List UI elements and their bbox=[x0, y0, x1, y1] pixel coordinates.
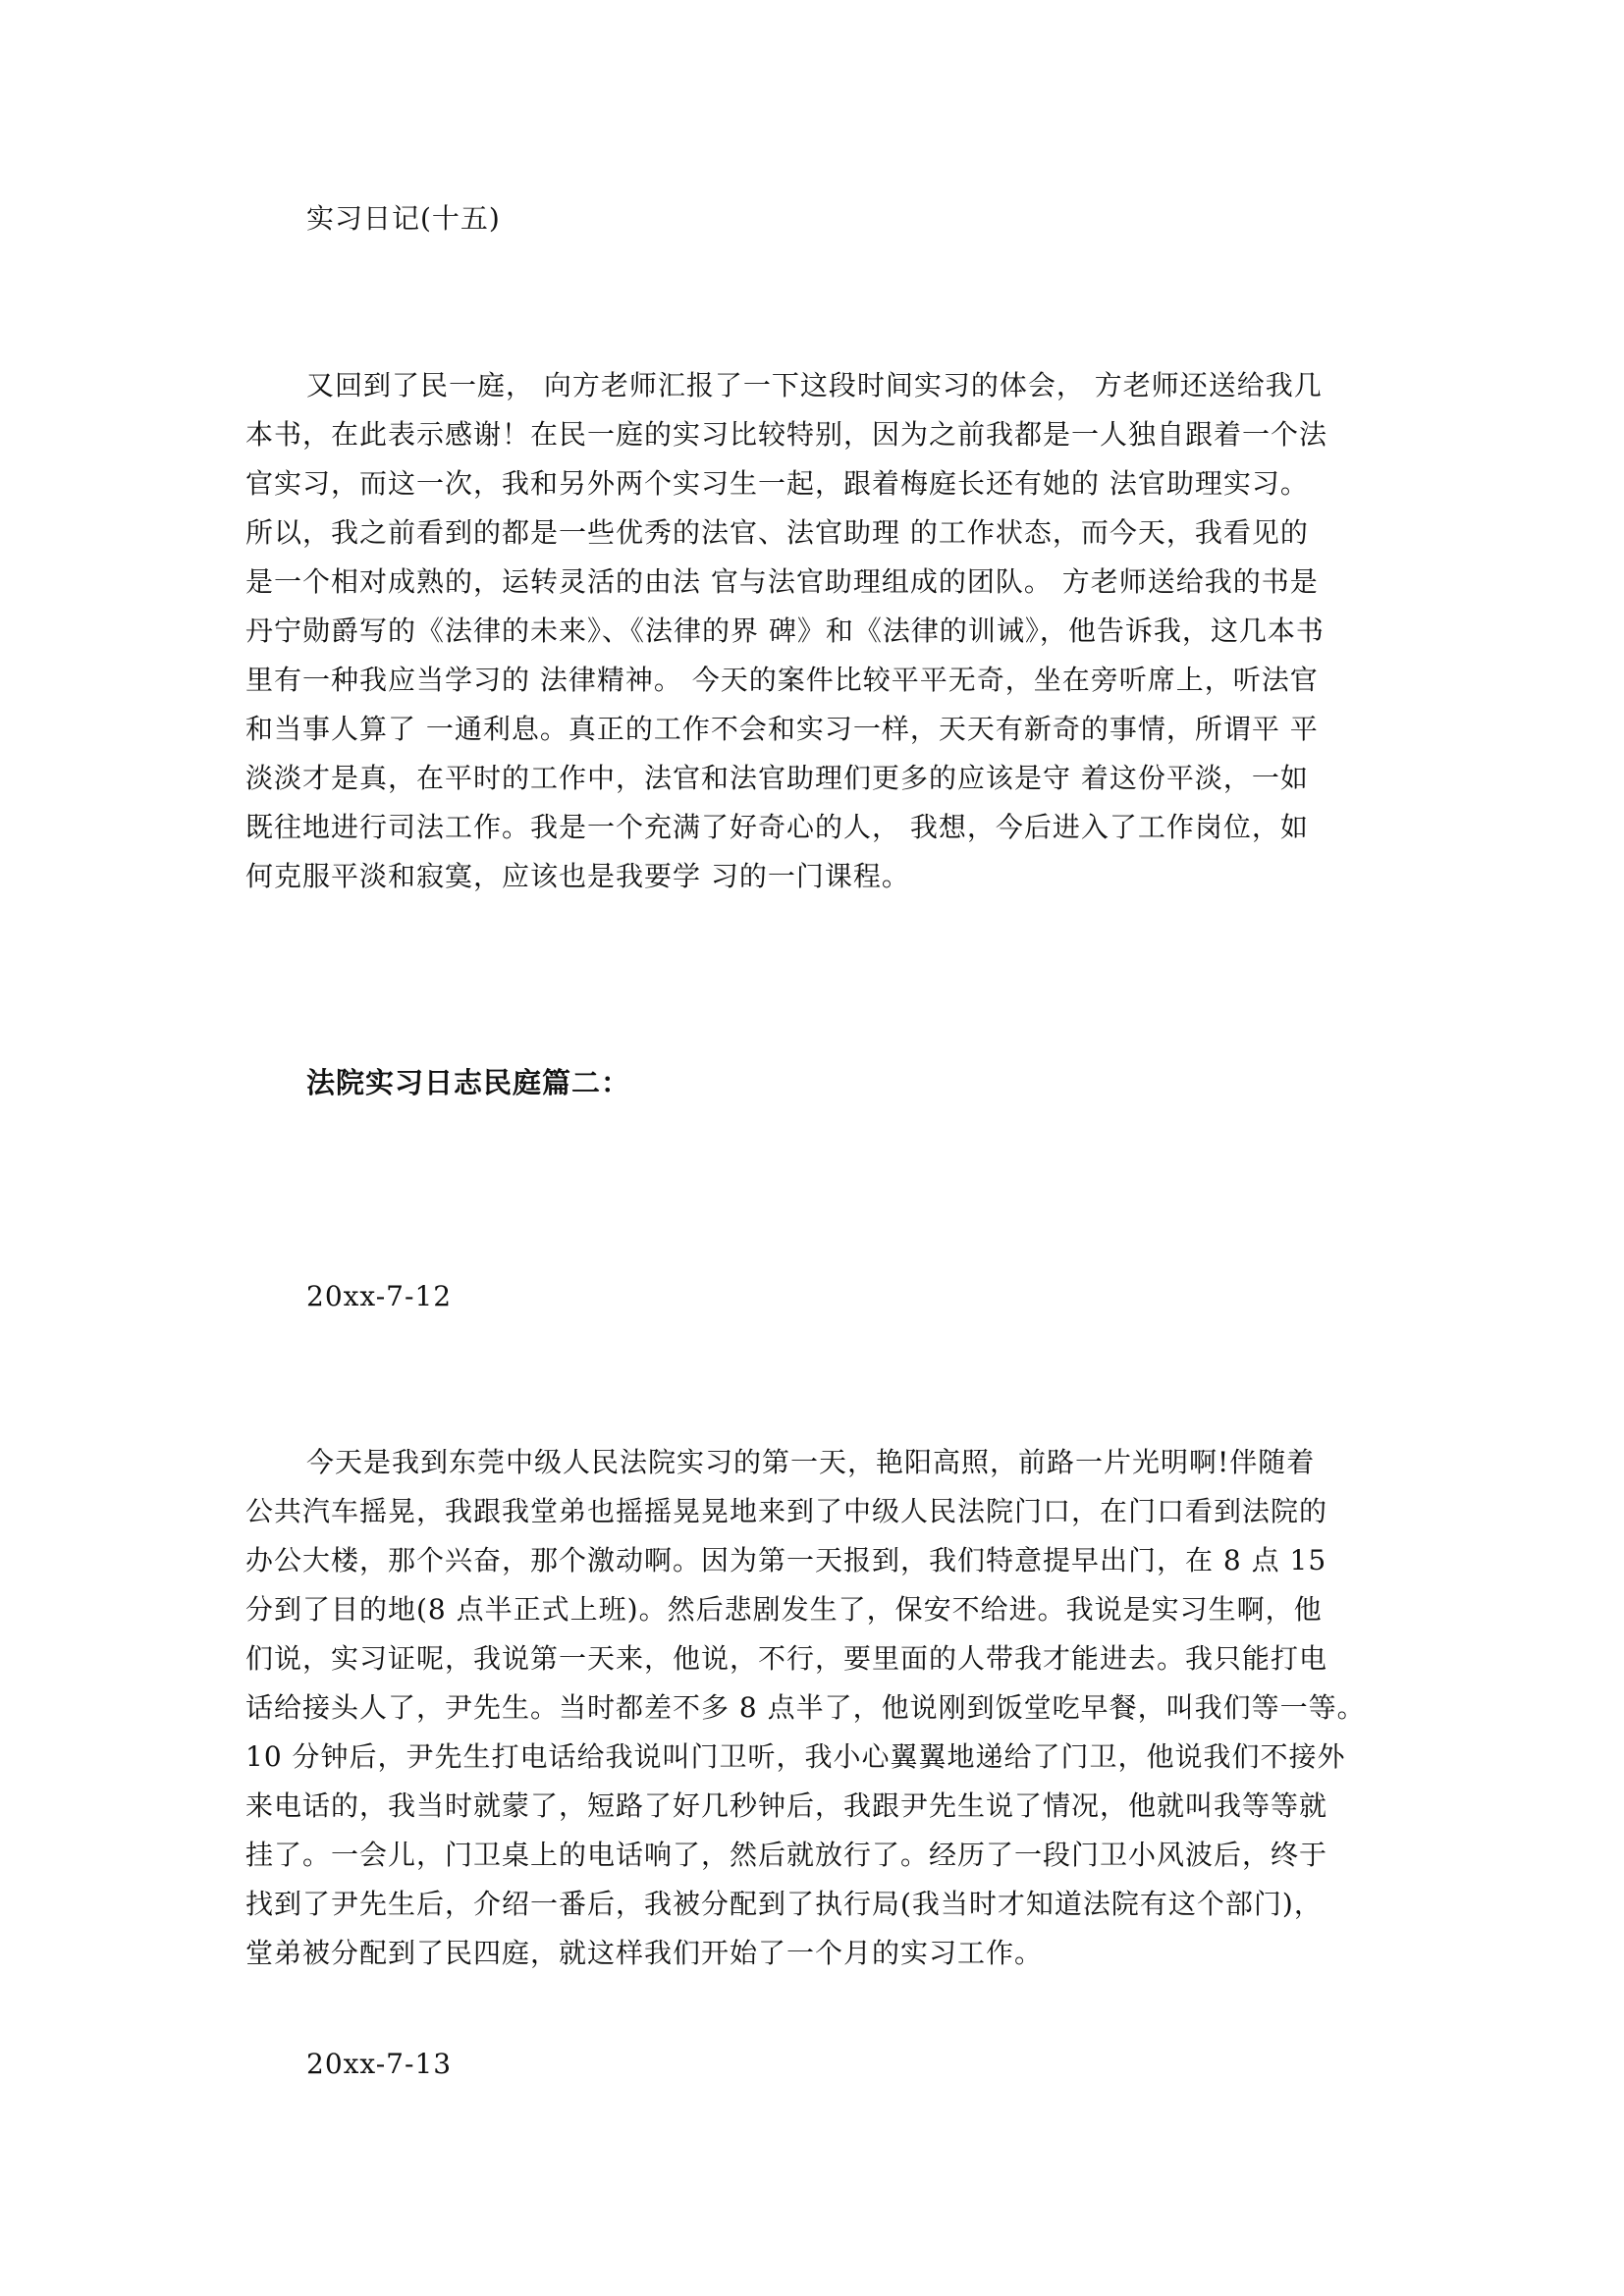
entry-date: 20xx-7-12 bbox=[306, 1280, 453, 1312]
paragraph-line: 来电话的，我当时就蒙了，短路了好几秒钟后，我跟尹先生说了情况，他就叫我等等就 bbox=[245, 1789, 1328, 1822]
paragraph-line: 10 分钟后，尹先生打电话给我说叫门卫听，我小心翼翼地递给了门卫，他说我们不接外 bbox=[245, 1740, 1346, 1773]
paragraph-line: 何克服平淡和寂寞，应该也是我要学 习的一门课程。 bbox=[245, 860, 910, 892]
paragraph-line: 公共汽车摇晃，我跟我堂弟也摇摇晃晃地来到了中级人民法院门口，在门口看到法院的 bbox=[245, 1495, 1328, 1527]
section-heading: 法院实习日志民庭篇二： bbox=[306, 1066, 631, 1099]
entry-title: 实习日记(十五) bbox=[306, 202, 501, 235]
paragraph-line: 本书，在此表示感谢！在民一庭的实习比较特别，因为之前我都是一人独自跟着一个法 bbox=[245, 418, 1328, 451]
paragraph-line: 官实习，而这一次，我和另外两个实习生一起，跟着梅庭长还有她的 法官助理实习。 bbox=[245, 467, 1309, 500]
paragraph-line: 找到了尹先生后，介绍一番后，我被分配到了执行局(我当时才知道法院有这个部门)， bbox=[245, 1888, 1323, 1920]
paragraph-line: 淡淡才是真，在平时的工作中，法官和法官助理们更多的应该是守 着这份平淡，一如 bbox=[245, 762, 1309, 794]
paragraph-line: 既往地进行司法工作。我是一个充满了好奇心的人， 我想，今后进入了工作岗位，如 bbox=[245, 811, 1309, 843]
paragraph-line: 挂了。一会儿，门卫桌上的电话响了，然后就放行了。经历了一段门卫小风波后，终于 bbox=[245, 1839, 1328, 1871]
paragraph-line: 是一个相对成熟的，运转灵活的由法 官与法官助理组成的团队。 方老师送给我的书是 bbox=[245, 565, 1319, 598]
paragraph-line: 丹宁勋爵写的《法律的未来》、《法律的界 碑》和《法律的训诫》，他告诉我，这几本书 bbox=[245, 614, 1325, 647]
paragraph-line: 堂弟被分配到了民四庭，就这样我们开始了一个月的实习工作。 bbox=[245, 1937, 1044, 1969]
paragraph-line: 所以，我之前看到的都是一些优秀的法官、法官助理 的工作状态，而今天，我看见的 bbox=[245, 516, 1309, 549]
paragraph-line: 办公大楼，那个兴奋，那个激动啊。因为第一天报到，我们特意提早出门，在 8 点 15 bbox=[245, 1544, 1327, 1576]
paragraph-line: 里有一种我应当学习的 法律精神。 今天的案件比较平平无奇，坐在旁听席上，听法官 bbox=[245, 664, 1319, 696]
paragraph-2 bbox=[245, 1438, 1404, 1978]
paragraph-line: 们说，实习证呢，我说第一天来，他说，不行，要里面的人带我才能进去。我只能打电 bbox=[245, 1642, 1328, 1675]
entry-date: 20xx-7-13 bbox=[306, 2048, 453, 2080]
paragraph-line: 又回到了民一庭， 向方老师汇报了一下这段时间实习的体会， 方老师还送给我几 bbox=[306, 369, 1323, 401]
paragraph-line: 和当事人算了 一通利息。真正的工作不会和实习一样，天天有新奇的事情，所谓平 平 bbox=[245, 713, 1319, 745]
paragraph-line: 话给接头人了，尹先生。当时都差不多 8 点半了，他说刚到饭堂吃早餐，叫我们等一等。 bbox=[245, 1691, 1366, 1724]
paragraph-line: 分到了目的地(8 点半正式上班)。然后悲剧发生了，保安不给进。我说是实习生啊，他 bbox=[245, 1593, 1323, 1626]
paragraph-1 bbox=[245, 361, 1404, 901]
paragraph-line: 今天是我到东莞中级人民法院实习的第一天，艳阳高照，前路一片光明啊!伴随着 bbox=[306, 1446, 1316, 1478]
